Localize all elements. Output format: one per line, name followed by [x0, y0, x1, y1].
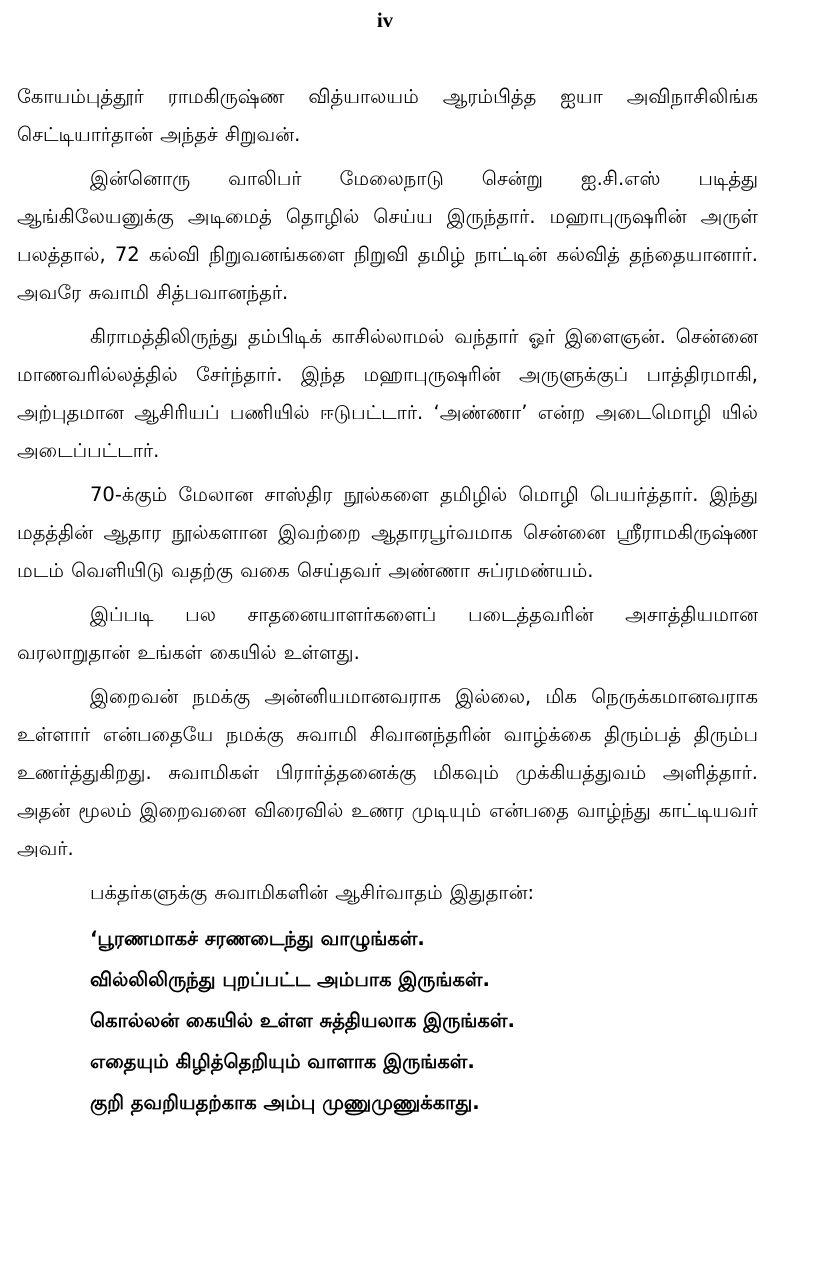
- quote-line: ‘பூரணமாகச் சரணடைந்து வாழுங்கள்.: [90, 927, 425, 950]
- quote-line: வில்லிலிருந்து புறப்பட்ட அம்பாக இருங்கள்.: [90, 968, 490, 991]
- paragraph-chidbhavananda: இன்னொரு வாலிபர் மேலைநாடு சென்று ஐ.சி.எஸ் படித்து ஆங்கிலேயனுக்கு அடிமைத் தொழில் செய்ய இருந்தார். மஹாபுருஷரின் அருள் பலத்தால், 72 கல்வி நிறுவனங்களை நிறுவி தமிழ் நாட்டின் கல்வித் தந்தையானார். அவரே சுவாமி சித்பவானந்தர்.: [17, 167, 758, 304]
- paragraph-translations: 70-க்கும் மேலான சாஸ்திர நூல்களை தமிழில் மொழி பெயர்த்தார். இந்து மதத்தின் ஆதார நூல்களான இவற்றை ஆதாரபூர்வமாக சென்னை ஸ்ரீராமகிருஷ்ண மடம் வெளியிடு வதற்கு வகை செய்தவர் அண்ணா சுப்ரமண்யம்.: [17, 483, 758, 582]
- page-number: iv: [376, 8, 394, 32]
- paragraph-history: இப்படி பல சாதனையாளர்களைப் படைத்தவரின் அசாத்தியமான வரலாறுதான் உங்கள் கையில் உள்ளது.: [17, 603, 758, 664]
- quote-line: குறி தவறியதற்காக அம்பு முணுமுணுக்காது.: [90, 1091, 480, 1114]
- paragraph-god-close: இறைவன் நமக்கு அன்னியமானவராக இல்லை, மிக நெருக்கமானவராக உள்ளார் என்பதையே நமக்கு சுவாமி சிவானந்தரின் வாழ்க்கை திரும்பத் திரும்ப உணர்த்துகிறது. சுவாமிகள் பிரார்த்தனைக்கு மிகவும் முக்கியத்துவம் அளித்தார். அதன் மூலம் இறைவனை விரைவில் உணர முடியும் என்பதை வாழ்ந்து காட்டியவர் அவர்.: [17, 685, 758, 860]
- quote-line: எதையும் கிழித்தெறியும் வாளாக இருங்கள்.: [90, 1050, 475, 1073]
- quote-line: கொல்லன் கையில் உள்ள சுத்தியலாக இருங்கள்.: [90, 1009, 515, 1032]
- paragraph-youth-anna: கிராமத்திலிருந்து தம்பிடிக் காசில்லாமல் வந்தார் ஓர் இளைஞன். சென்னை மாணவரில்லத்தில் சேர்ந்தார். இந்த மஹாபுருஷரின் அருளுக்குப் பாத்திரமாகி, அற்புதமான ஆசிரியப் பணியில் ஈடுபட்டார். ‘அண்ணா’ என்ற அடைமொழி யில் அடைப்பட்டார்.: [17, 325, 758, 462]
- paragraph-avinashilingam: கோயம்புத்தூர் ராமகிருஷ்ண வித்யாலயம் ஆரம்பித்த ஐயா அவிநாசிலிங்க செட்டியார்தான் அந்தச் சிறுவன்.: [17, 85, 758, 146]
- quote-intro: பக்தர்களுக்கு சுவாமிகளின் ஆசிர்வாதம் இதுதான்:: [90, 881, 535, 904]
- page-body: [17, 78, 758, 1123]
- blessing-quote: [90, 918, 758, 1123]
